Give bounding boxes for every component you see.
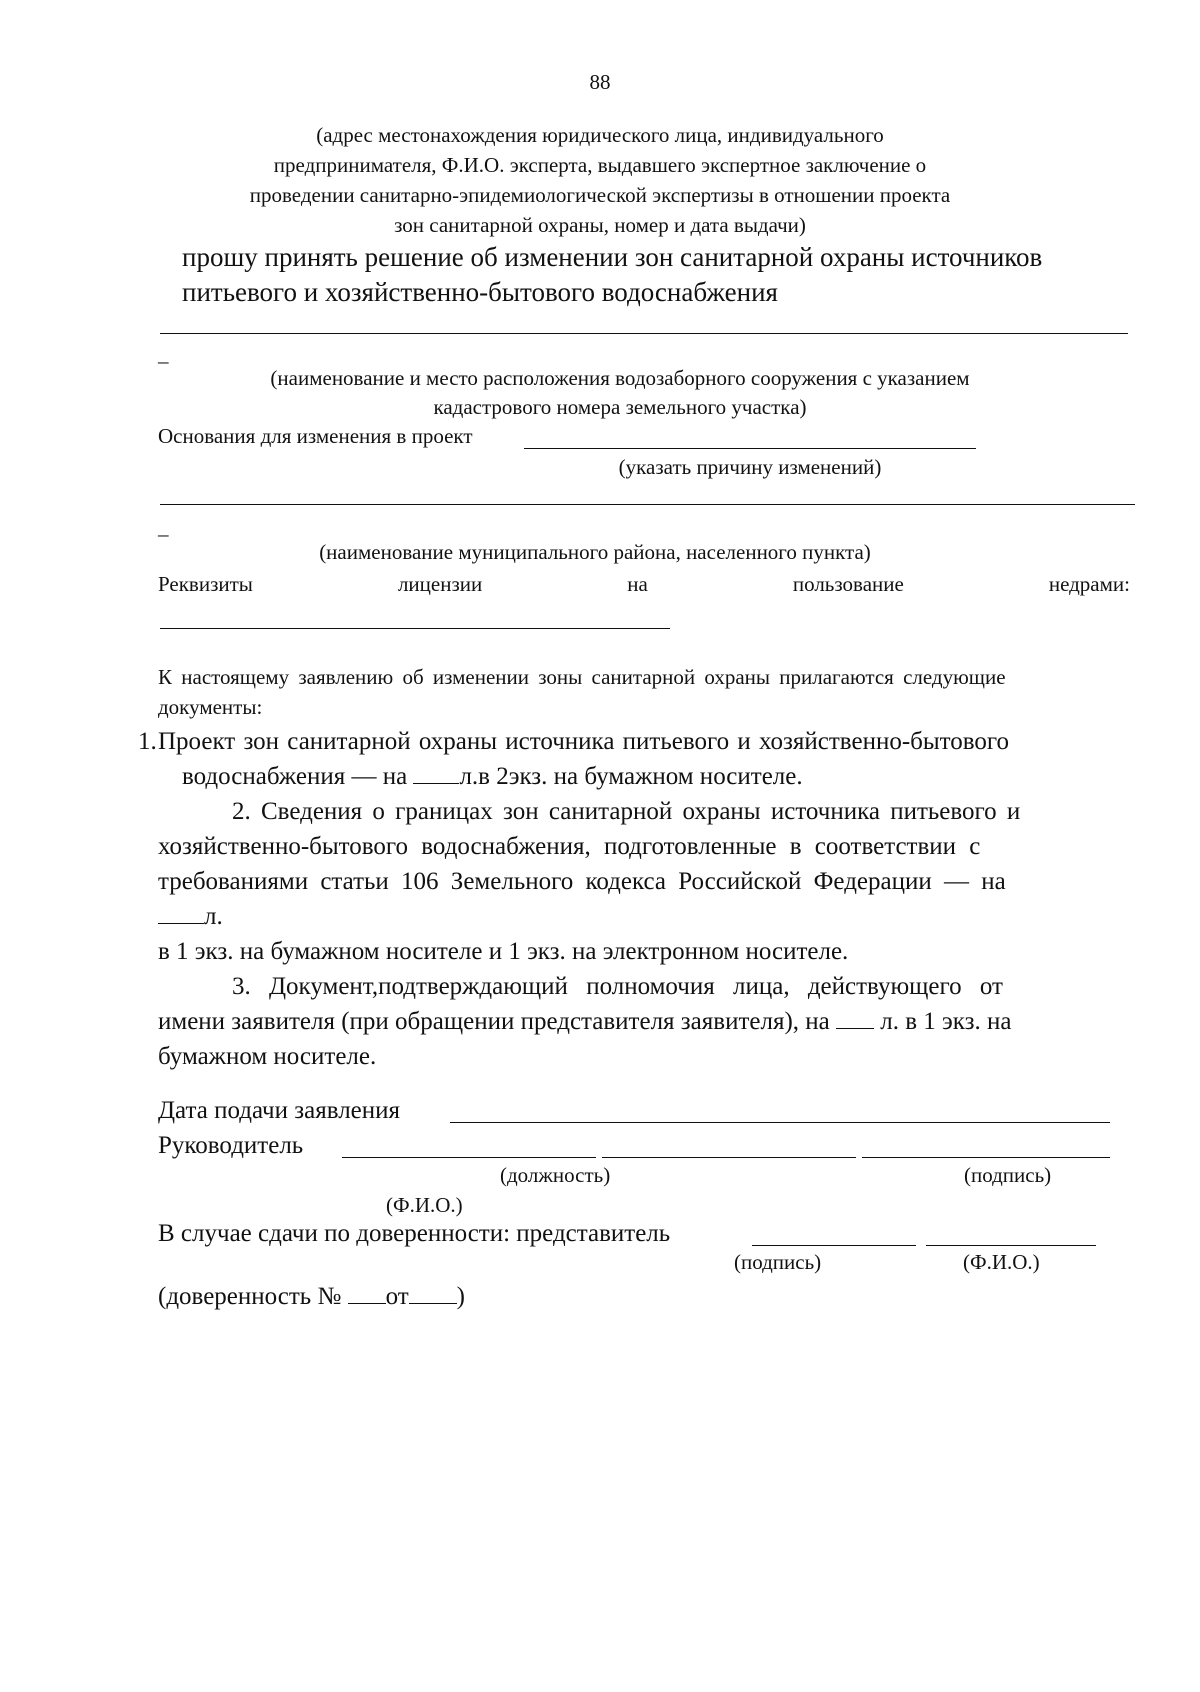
dash-mark-2: _ [158,515,169,539]
license-field[interactable] [160,628,670,629]
dash-mark: _ [158,342,169,366]
request-line-2: питьевого и хозяйственно-бытового водоснабжения [182,277,778,307]
attachments-intro-line-2: документы: [158,695,263,719]
header-note-line-1: (адрес местонахождения юридического лица, индивидуального [316,123,884,147]
header-note-line-4: зон санитарной охраны, номер и дата выдачи) [394,213,806,237]
municipality-caption: (наименование муниципального района, населенного пункта) [319,540,871,564]
item3-line-2-a: имени заявителя (при обращении представителя заявителя), на [158,1008,830,1035]
power-of-attorney-line [158,1283,465,1311]
date-field[interactable] [450,1122,1110,1123]
proxy-label: В случае сдачи по доверенности: представитель [158,1220,671,1247]
poa-close: ) [456,1283,465,1310]
proxy-signature-field[interactable] [752,1245,916,1246]
basis-label: Основания для изменения в проект [158,424,473,448]
municipality-field[interactable] [160,504,1135,505]
facility-caption-line-2: кадастрового номера земельного участка) [433,395,807,419]
proxy-signature-caption: (подпись) [734,1250,822,1274]
basis-caption: (указать причину изменений) [618,455,882,479]
item2-line-2: хозяйственно-бытового водоснабжения, подготовленные в соответствии с [158,833,981,860]
item2-line-4 [158,903,223,931]
item1-line-2-a: водоснабжения — на [182,763,408,790]
poa-date-field[interactable] [409,1302,457,1304]
item2-line-4-text: л. [204,903,223,930]
attachments-intro-line-1 [158,665,1130,690]
head-position-field[interactable] [342,1157,596,1158]
item3-sheets-field[interactable] [836,1027,874,1029]
proxy-fio-field[interactable] [926,1245,1096,1246]
page-number: 88 [589,70,611,94]
attachments-intro-text: К настоящему заявлению об изменении зоны санитарной охраны прилагаются следующие [158,665,1006,689]
proxy-fio-caption: (Ф.И.О.) [963,1250,1040,1274]
item1-line-2-b: л.в 2экз. на бумажном носителе. [459,763,803,790]
fio-caption: (Ф.И.О.) [386,1193,463,1217]
head-signature-field[interactable] [602,1157,856,1158]
basis-field[interactable] [524,448,976,449]
item2-line-1: 2. Сведения о границах зон санитарной охраны источника питьевого и [232,798,1021,825]
facility-caption-line-1: (наименование и место расположения водозаборного сооружения с указанием [270,366,970,390]
item1-line-2 [182,763,803,791]
item1-line-1: Проект зон санитарной охраны источника питьевого и хозяйственно-бытового [158,728,1010,755]
poa-open: (доверенность № [158,1283,342,1310]
item1-sheets-field[interactable] [413,782,459,784]
item1-number: 1. [138,728,157,755]
license-word-1: Реквизиты [158,572,253,596]
license-word-4: пользование [792,572,904,596]
item3-line-3: бумажном носителе. [158,1043,377,1070]
item2-sheets-field[interactable] [158,922,204,924]
license-row [158,572,1130,597]
item3-line-1: 3. Документ,подтверждающий полномочия лица, действующего от [232,973,1003,1000]
poa-number-field[interactable] [348,1302,386,1304]
header-note-line-3: проведении санитарно-эпидемиологической экспертизы в отношении проекта [249,183,951,207]
signature-caption: (подпись) [964,1163,1052,1187]
facility-field[interactable] [160,333,1128,334]
item3-line-2 [158,1008,1011,1036]
head-fio-field[interactable] [862,1157,1110,1158]
position-caption: (должность) [500,1163,611,1187]
head-label: Руководитель [158,1132,304,1159]
header-note-line-2: предпринимателя, Ф.И.О. эксперта, выдавшего экспертное заключение о [273,153,927,177]
date-label: Дата подачи заявления [158,1097,401,1124]
item3-line-2-b: л. в 1 экз. на [880,1008,1012,1035]
poa-from: от [385,1283,409,1310]
license-word-3: на [627,572,648,596]
license-word-5: недрами: [1048,572,1130,596]
item2-line-3: требованиями статьи 106 Земельного кодекса Российской Федерации — на [158,868,1006,895]
license-word-2: лицензии [397,572,483,596]
item2-line-5: в 1 экз. на бумажном носителе и 1 экз. на электронном носителе. [158,938,849,965]
request-line-1: прошу принять решение об изменении зон санитарной охраны источников [182,242,1043,272]
